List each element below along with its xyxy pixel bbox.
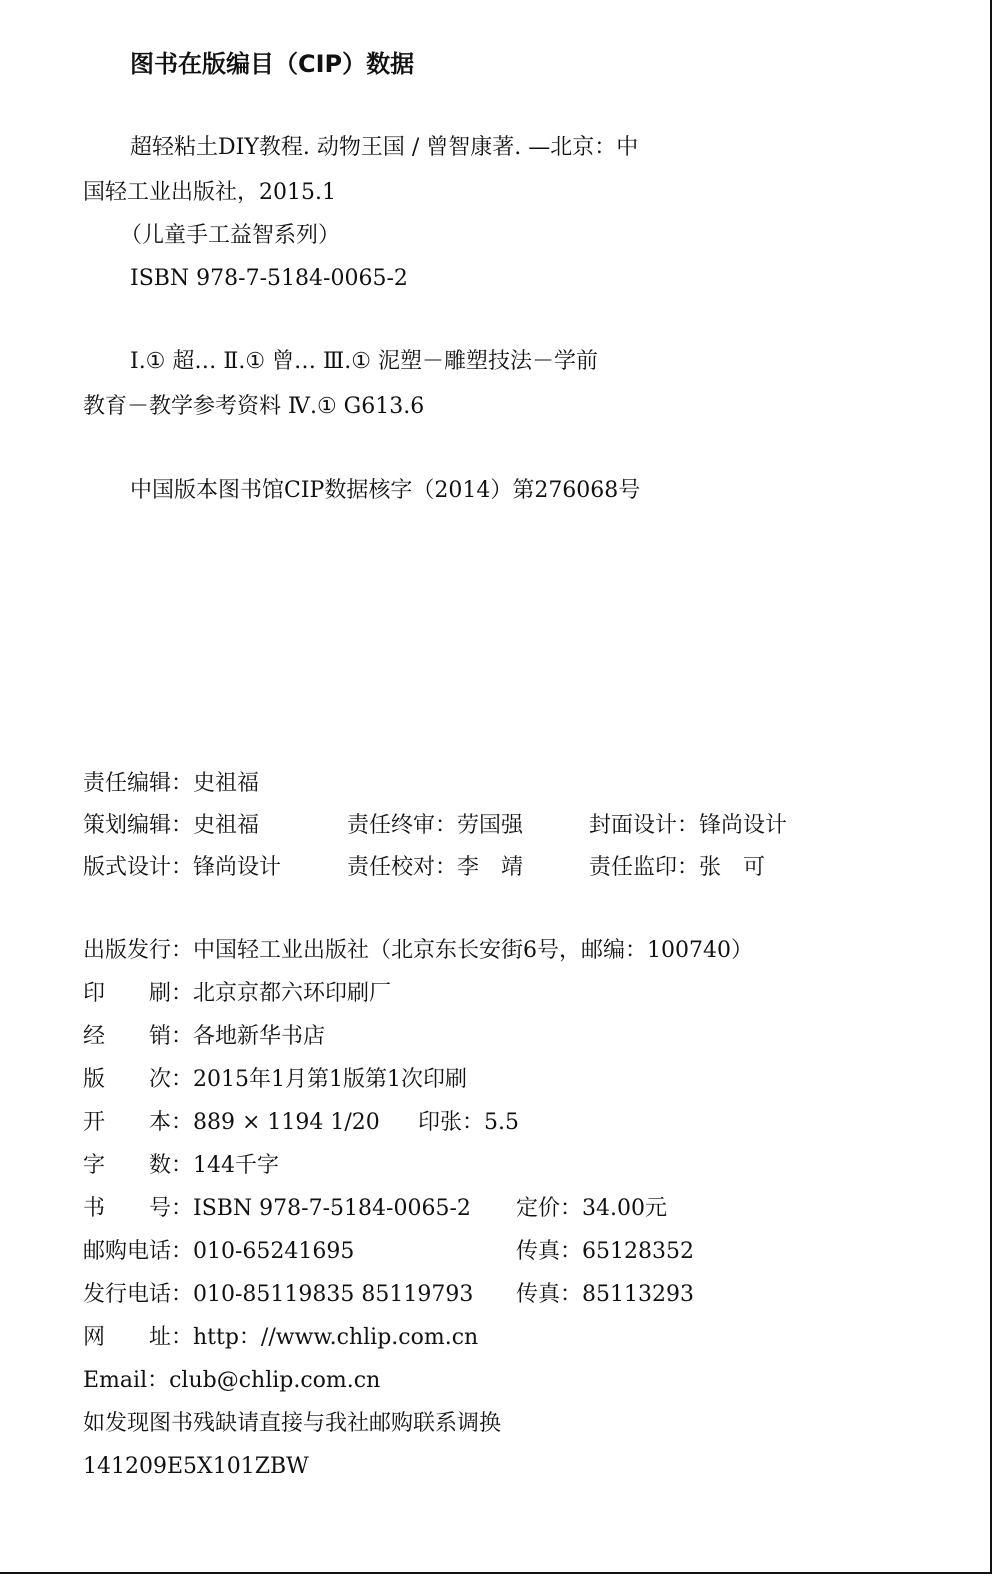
website: 网 址：http：//www.chlip.com.cn (83, 1325, 479, 1350)
cip-isbn: ISBN 978-7-5184-0065-2 (130, 266, 408, 291)
cip-line-2: 国轻工业出版社，2015.1 (83, 180, 336, 205)
responsible-editor: 责任编辑：史祖福 (83, 771, 260, 796)
price: 定价：34.00元 (516, 1196, 667, 1221)
cover-design: 封面设计：锋尚设计 (589, 813, 788, 838)
mail-order-fax: 传真：65128352 (516, 1239, 694, 1264)
print-supervisor: 责任监印：张 可 (589, 855, 766, 880)
cip-classification-2: 教育－教学参考资料 Ⅳ.① G613.6 (83, 394, 425, 419)
mail-order-phone: 邮购电话：010-65241695 (83, 1239, 355, 1264)
distribution-phone: 发行电话：010-85119835 85119793 (83, 1282, 474, 1307)
layout-design: 版式设计：锋尚设计 (83, 855, 282, 880)
printer: 印 刷：北京京都六环印刷厂 (83, 981, 392, 1006)
distribution-fax: 传真：85113293 (516, 1282, 694, 1307)
cip-classification-1: Ⅰ.① 超… Ⅱ.① 曾… Ⅲ.① 泥塑－雕塑技法－学前 (130, 349, 598, 374)
cip-series: （儿童手工益智系列） (120, 223, 341, 248)
edition: 版 次：2015年1月第1版第1次印刷 (83, 1067, 467, 1092)
print-code: 141209E5X101ZBW (83, 1454, 309, 1479)
proofreader: 责任校对：李 靖 (347, 855, 524, 880)
distributor: 经 销：各地新华书店 (83, 1024, 326, 1049)
book-number: 书 号：ISBN 978-7-5184-0065-2 (83, 1196, 471, 1221)
planning-editor: 策划编辑：史祖福 (83, 813, 260, 838)
final-reviewer: 责任终审：劳国强 (347, 813, 524, 838)
email: Email：club@chlip.com.cn (83, 1368, 381, 1393)
cip-heading: 图书在版编目（CIP）数据 (130, 50, 415, 78)
format: 开 本：889 × 1194 1/20 (83, 1110, 380, 1135)
cip-line-1: 超轻粘土DIY教程. 动物王国 / 曾智康著. —北京：中 (130, 135, 639, 160)
word-count: 字 数：144千字 (83, 1153, 279, 1178)
defect-notice: 如发现图书残缺请直接与我社邮购联系调换 (83, 1411, 502, 1436)
printed-sheets: 印张：5.5 (418, 1110, 519, 1135)
cip-library-record: 中国版本图书馆CIP数据核字（2014）第276068号 (130, 478, 641, 503)
publisher: 出版发行：中国轻工业出版社（北京东长安街6号，邮编：100740） (83, 938, 753, 963)
